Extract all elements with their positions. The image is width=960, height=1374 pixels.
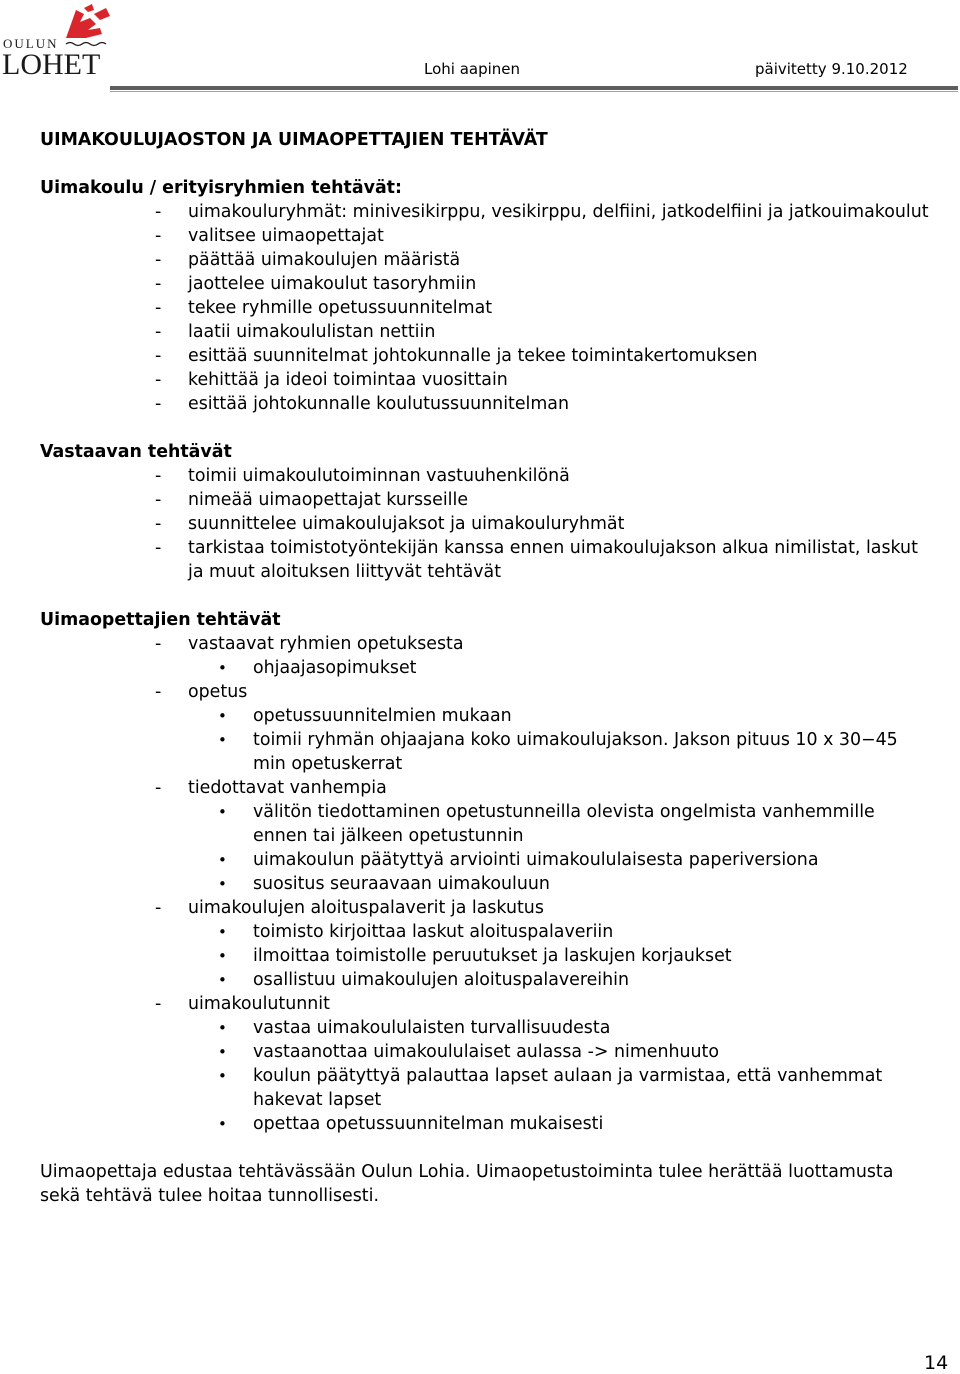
list-item: - laatii uimakoululistan nettiin (40, 320, 930, 344)
section-heading-uimaopettajat: Uimaopettajien tehtävät (40, 610, 281, 630)
logo-text-top: OULUN (3, 36, 59, 51)
bullet-item: • toimisto kirjoittaa laskut aloituspalaveriin (40, 920, 930, 944)
list-item: - päättää uimakoulujen määristä (40, 248, 930, 272)
bullet-item: • uimakoulun päätyttyä arviointi uimakoululaisesta paperiversiona (40, 848, 930, 872)
list-item: - kehittää ja ideoi toimintaa vuosittain (40, 368, 930, 392)
list-item: - suunnittelee uimakoulujaksot ja uimakouluryhmät (40, 512, 930, 536)
list-item: - toimii uimakoulutoiminnan vastuuhenkilönä (40, 464, 930, 488)
bullet-item: • ohjaajasopimukset (40, 656, 930, 680)
header-rule (110, 86, 958, 90)
page-number: 14 (924, 1352, 949, 1374)
header-rule-thin (110, 91, 958, 92)
bullet-item: • koulun päätyttyä palauttaa lapset aulaan ja varmistaa, että vanhemmat hakevat lapset (40, 1064, 930, 1112)
header-updated-date: päivitetty 9.10.2012 (755, 60, 908, 78)
section-list-uimaopettajat (40, 632, 930, 1136)
group-label: - uimakoulutunnit (40, 992, 930, 1016)
bullet-item: • ilmoittaa toimistolle peruutukset ja laskujen korjaukset (40, 944, 930, 968)
bullet-item: • vastaanottaa uimakoululaiset aulassa -> nimenhuuto (40, 1040, 930, 1064)
closing-paragraph: Uimaopettaja edustaa tehtävässään Oulun Lohia. Uimaopetustoiminta tulee herättää luottamusta sekä tehtävä tulee hoitaa tunnollisesti. (40, 1162, 894, 1206)
list-item: - tarkistaa toimistotyöntekijän kanssa ennen uimakoulujakson alkua nimilistat, laskut ja muut aloituksen liittyvät tehtävät (40, 536, 930, 584)
list-item: - jaottelee uimakoulut tasoryhmiin (40, 272, 930, 296)
section-list-vastaava (40, 464, 930, 584)
oulun-lohet-logo (2, 2, 118, 78)
bullet-item: • opetussuunnitelmien mukaan (40, 704, 930, 728)
group-label: - uimakoulujen aloituspalaverit ja laskutus (40, 896, 930, 920)
section-list-uimakoulu (40, 200, 930, 416)
list-item: - nimeää uimaopettajat kursseille (40, 488, 930, 512)
bullet-item: • vastaa uimakoululaisten turvallisuudesta (40, 1016, 930, 1040)
header-doc-title: Lohi aapinen (424, 60, 521, 78)
bullet-item: • suositus seuraavaan uimakouluun (40, 872, 930, 896)
bullet-item: • osallistuu uimakoulujen aloituspalavereihin (40, 968, 930, 992)
logo-text-bottom: LOHET (2, 48, 101, 78)
group-label: - opetus (40, 680, 930, 704)
list-item: - tekee ryhmille opetussuunnitelmat (40, 296, 930, 320)
list-item: - esittää suunnitelmat johtokunnalle ja tekee toimintakertomuksen (40, 344, 930, 368)
list-item: - uimakouluryhmät: minivesikirppu, vesikirppu, delfiini, jatkodelfiini ja jatkouimakoulut (40, 200, 930, 224)
group-label: - vastaavat ryhmien opetuksesta (40, 632, 930, 656)
bullet-item: • toimii ryhmän ohjaajana koko uimakoulujakson. Jakson pituus 10 x 30−45 min opetuskerrat (40, 728, 930, 776)
section-heading-uimakoulu: Uimakoulu / erityisryhmien tehtävät: (40, 178, 402, 198)
group-label: - tiedottavat vanhempia (40, 776, 930, 800)
bullet-item: • opettaa opetussuunnitelman mukaisesti (40, 1112, 930, 1136)
page-title: UIMAKOULUJAOSTON JA UIMAOPETTAJIEN TEHTÄVÄT (40, 130, 548, 150)
document-body (40, 128, 930, 1208)
section-heading-vastaava: Vastaavan tehtävät (40, 442, 232, 462)
list-item: - esittää johtokunnalle koulutussuunnitelman (40, 392, 930, 416)
bullet-item: • välitön tiedottaminen opetustunneilla olevista ongelmista vanhemmille ennen tai jälkeen opetustunnin (40, 800, 930, 848)
list-item: - valitsee uimaopettajat (40, 224, 930, 248)
